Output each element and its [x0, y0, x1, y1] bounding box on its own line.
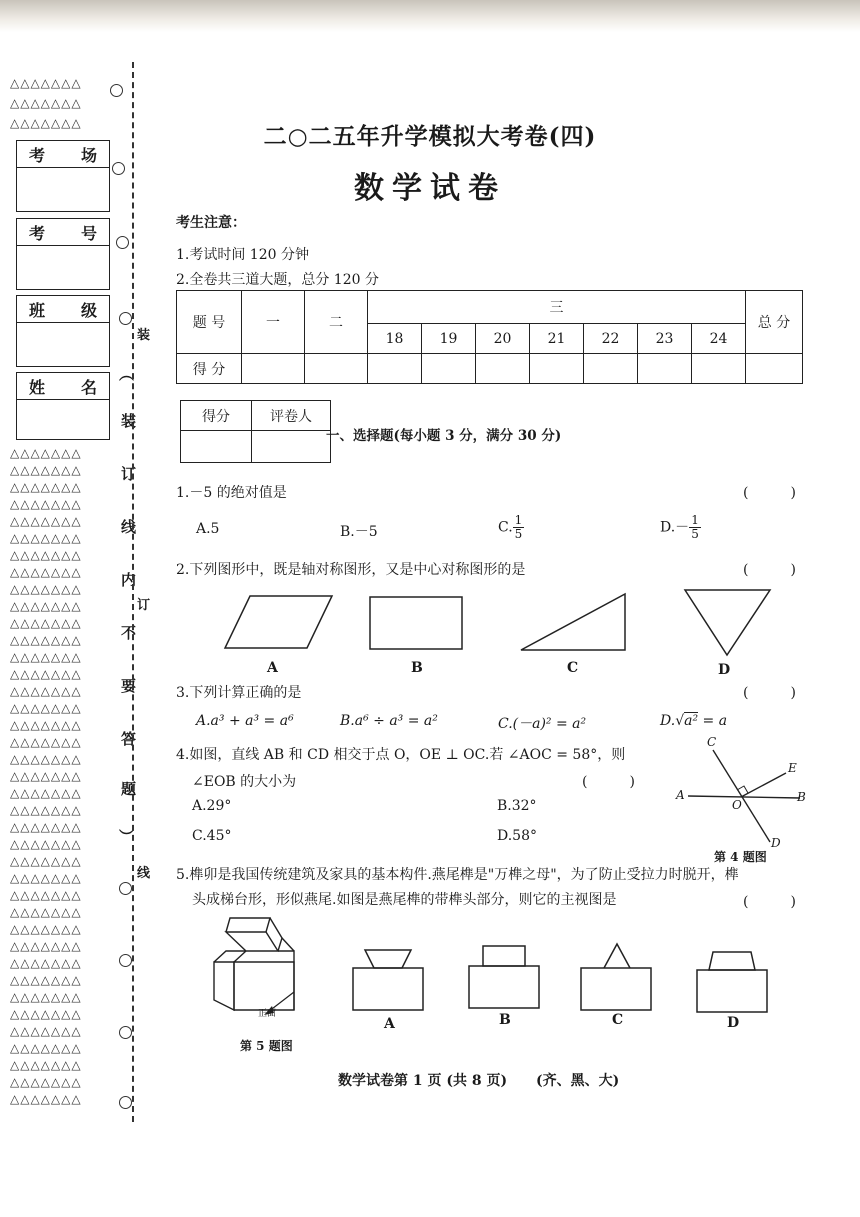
option-a-shape [353, 968, 423, 1010]
option-d-top [709, 952, 755, 970]
binding-char: 不 [121, 624, 137, 642]
option-c[interactable]: C.(－a)² = a² [498, 716, 587, 732]
box-label: 级 [80, 300, 97, 320]
fraction-numerator: 1 [514, 513, 523, 527]
binding-char: 题 [121, 780, 137, 798]
grader-label: 评卷人 [252, 401, 331, 431]
binding-char: 订 [137, 598, 151, 613]
triangle-row: △△△△△△△ [10, 497, 82, 511]
triangle-row: △△△△△△△ [10, 990, 82, 1004]
triangle-row: △△△△△△△ [10, 633, 82, 647]
box-label: 考 [29, 223, 46, 243]
exam-subject: 数学试卷 [354, 171, 506, 206]
header-cell: 二 [305, 291, 368, 354]
point-label: A [676, 788, 685, 802]
grader-score-label: 得分 [181, 401, 252, 431]
answer-parentheses[interactable]: ( ) [743, 485, 796, 501]
answer-parentheses[interactable]: ( ) [743, 894, 796, 910]
triangle-row: △△△△△△△ [10, 116, 82, 130]
point-label: C [707, 735, 717, 749]
option-b-top [483, 946, 525, 966]
figure-caption: 第 4 题图 [714, 850, 767, 864]
option-b-shape [469, 966, 539, 1008]
shape-label[interactable]: C [567, 660, 579, 676]
front-label: 正面 [258, 1009, 277, 1019]
answer-parentheses[interactable]: ( ) [743, 562, 796, 578]
triangle-row: △△△△△△△ [10, 565, 82, 579]
dovetail-3d-figure [214, 918, 294, 1010]
triangle-row: △△△△△△△ [10, 582, 82, 596]
binding-char: ︶ [119, 828, 135, 846]
option-c-top [604, 944, 630, 968]
triangle-row: △△△△△△△ [10, 888, 82, 902]
question-stem: 2.下列图形中，既是轴对称图形，又是中心对称图形的是 [176, 562, 526, 578]
binding-char: 线 [121, 518, 137, 536]
triangle-row: △△△△△△△ [10, 905, 82, 919]
question-stem-cont: ∠EOB 的大小为 [192, 774, 297, 790]
binding-char: 装 [121, 412, 137, 430]
triangle-row: △△△△△△△ [10, 769, 82, 783]
header-cell: 三 [368, 291, 746, 324]
figure-caption: 第 5 题图 [240, 1039, 293, 1053]
question-stem: 3.下列计算正确的是 [176, 685, 302, 701]
question-number-cell: 22 [584, 324, 638, 354]
fraction-numerator: 1 [691, 513, 699, 527]
triangle-row: △△△△△△△ [10, 76, 82, 90]
triangle-row: △△△△△△△ [10, 701, 82, 715]
triangle-row: △△△△△△△ [10, 837, 82, 851]
binding-char: 内 [121, 571, 137, 589]
triangle-row: △△△△△△△ [10, 650, 82, 664]
point-label: E [788, 761, 797, 775]
triangle-row: △△△△△△△ [10, 463, 82, 477]
triangle-row: △△△△△△△ [10, 871, 82, 885]
triangle-row: △△△△△△△ [10, 973, 82, 987]
header-cell: 题 号 [177, 291, 242, 354]
triangle-row: △△△△△△△ [10, 1092, 82, 1106]
triangle-row: △△△△△△△ [10, 922, 82, 936]
radical-sign: √ [675, 713, 685, 729]
box-label: 班 [29, 300, 46, 320]
binding-char: 线 [137, 866, 151, 881]
triangle-row: △△△△△△△ [10, 616, 82, 630]
section-title: 一、选择题(每小题 3 分，满分 30 分) [326, 428, 562, 444]
triangle-row: △△△△△△△ [10, 718, 82, 732]
triangle-row: △△△△△△△ [10, 752, 82, 766]
option-b[interactable]: B.32° [497, 798, 537, 814]
option-c-shape [581, 968, 651, 1010]
binding-char: 装 [137, 328, 151, 343]
option-a[interactable]: A.5 [196, 521, 220, 537]
question-number-cell: 18 [368, 324, 422, 354]
binding-char: ︵ [119, 365, 135, 383]
box-label: 名 [80, 377, 97, 397]
binding-char: 订 [121, 465, 137, 483]
triangle-row: △△△△△△△ [10, 803, 82, 817]
shape-label[interactable]: B [411, 660, 423, 676]
triangle-row: △△△△△△△ [10, 514, 82, 528]
binding-char: 要 [121, 677, 137, 695]
question-number-cell: 24 [692, 324, 746, 354]
question-number-cell: 20 [476, 324, 530, 354]
box-label: 号 [80, 223, 97, 243]
question-stem: 5.榫卯是我国传统建筑及家具的基本构件.燕尾榫是"万榫之母"，为了防止受拉力时脱开，榫 [176, 867, 739, 883]
fraction-denominator: 5 [514, 527, 523, 541]
option-prefix: C. [498, 519, 513, 536]
point-label: B [797, 790, 806, 804]
triangle-row: △△△△△△△ [10, 1058, 82, 1072]
notice-heading: 考生注意： [176, 215, 246, 231]
notice-item: 1.考试时间 120 分钟 [176, 247, 309, 263]
shape-label[interactable]: A [267, 660, 278, 676]
exam-title: 二○二五年升学模拟大考卷(四) [263, 123, 597, 150]
shape-label[interactable]: D [718, 662, 731, 678]
option-a-top [365, 950, 411, 968]
option-d-shape [697, 970, 767, 1012]
point-label: O [732, 798, 742, 812]
option-b[interactable]: B.－5 [340, 524, 378, 540]
triangle-row: △△△△△△△ [10, 939, 82, 953]
option-prefix: D. [660, 713, 676, 729]
answer-parentheses[interactable]: ( ) [582, 774, 635, 790]
triangle-row: △△△△△△△ [10, 1007, 82, 1021]
option-d[interactable]: D.58° [497, 828, 537, 844]
triangle-row: △△△△△△△ [10, 786, 82, 800]
triangle-row: △△△△△△△ [10, 480, 82, 494]
header-cell: 总 分 [746, 291, 803, 354]
page-footer: 数学试卷第 1 页 (共 8 页) [338, 1073, 508, 1089]
header-cell: 一 [242, 291, 305, 354]
header-cell: 得 分 [177, 354, 242, 384]
notice-item: 2.全卷共三道大题，总分 120 分 [176, 272, 379, 288]
triangle-row: △△△△△△△ [10, 735, 82, 749]
triangle-row: △△△△△△△ [10, 96, 82, 110]
triangle-row: △△△△△△△ [10, 854, 82, 868]
triangle-row: △△△△△△△ [10, 531, 82, 545]
triangle-row: △△△△△△△ [10, 1041, 82, 1055]
question-stem: 1.－5 的绝对值是 [176, 485, 287, 501]
shape-label[interactable]: B [499, 1012, 511, 1028]
shape-label[interactable]: C [612, 1012, 624, 1028]
triangle-row: △△△△△△△ [10, 820, 82, 834]
question-stem-cont: 头成梯台形，形似燕尾.如图是燕尾榫的带榫头部分，则它的主视图是 [192, 892, 617, 908]
triangle-row: △△△△△△△ [10, 956, 82, 970]
radicand: a² [684, 713, 699, 729]
option-b[interactable]: B.a⁶ ÷ a³ = a² [340, 713, 438, 729]
question-stem: 4.如图，直线 AB 和 CD 相交于点 O，OE ⊥ OC.若 ∠AOC = 58°，则 [176, 747, 626, 763]
triangle-row: △△△△△△△ [10, 548, 82, 562]
box-label: 姓 [29, 377, 46, 397]
option-prefix: D.－ [660, 519, 690, 536]
binding-hole-icon [119, 1096, 132, 1109]
binding-char: 答 [121, 730, 137, 748]
shape-label[interactable]: D [727, 1015, 740, 1031]
box-label: 考 [29, 145, 46, 165]
triangle-row: △△△△△△△ [10, 684, 82, 698]
fraction-denominator: 5 [691, 527, 699, 541]
triangle-row: △△△△△△△ [10, 667, 82, 681]
triangle-row: △△△△△△△ [10, 1024, 82, 1038]
question-number-cell: 19 [422, 324, 476, 354]
option-a[interactable]: A.29° [192, 798, 232, 814]
shape-label[interactable]: A [384, 1016, 395, 1032]
question-number-cell: 23 [638, 324, 692, 354]
question-number-cell: 21 [530, 324, 584, 354]
option-c[interactable]: C.45° [192, 828, 232, 844]
region-footer: (齐、黑、大) [536, 1073, 620, 1089]
triangle-row: △△△△△△△ [10, 446, 82, 460]
option-suffix: = a [698, 713, 728, 729]
triangle-row: △△△△△△△ [10, 599, 82, 613]
triangle-row: △△△△△△△ [10, 1075, 82, 1089]
box-label: 场 [80, 145, 97, 165]
point-label: D [771, 836, 781, 850]
option-a[interactable]: A.a³ + a³ = a⁶ [196, 713, 294, 729]
answer-parentheses[interactable]: ( ) [743, 685, 796, 701]
